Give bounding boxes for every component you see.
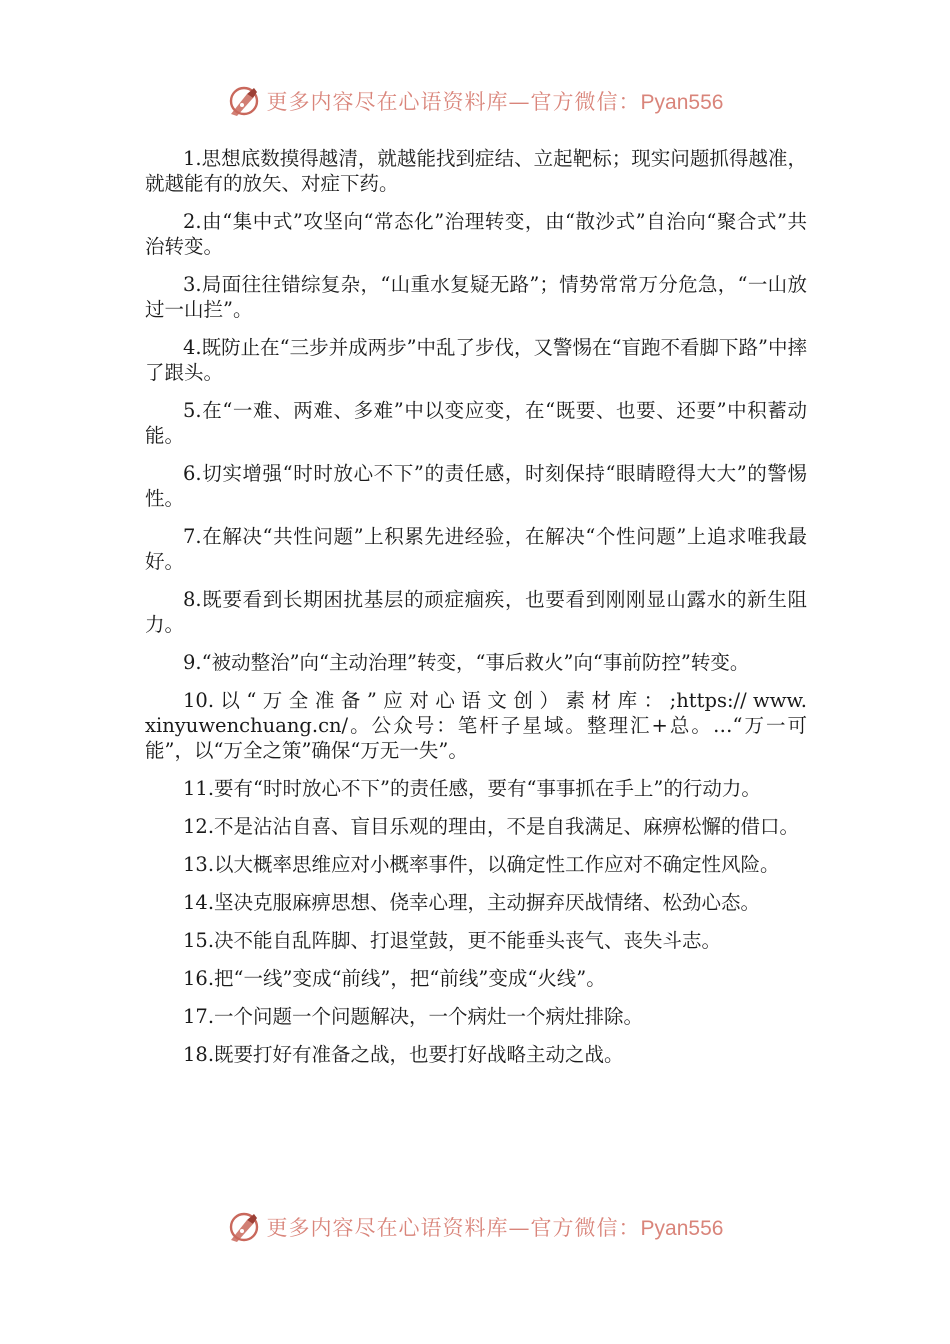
header-banner-text: 更多内容尽在心语资料库—官方微信：Pyan556: [266, 90, 724, 114]
document-body: [145, 146, 807, 1080]
footer-banner: [0, 1210, 950, 1244]
paragraph-16: 16.把“一线”变成“前线”，把“前线”变成“火线”。: [183, 967, 606, 990]
paragraph-5: 5.在“一难、两难、多难”中以变应变，在“既要、也要、还要”中积蓄动能。: [145, 399, 807, 447]
paragraph-7: 7.在解决“共性问题”上积累先进经验，在解决“个性问题”上追求唯我最好。: [145, 525, 807, 573]
paragraph-11: 11.要有“时时放心不下”的责任感，要有“事事抓在手上”的行动力。: [183, 777, 761, 800]
paragraph-12: 12.不是沾沾自喜、盲目乐观的理由，不是自我满足、麻痹松懈的借口。: [183, 815, 800, 838]
paragraph-4: 4.既防止在“三步并成两步”中乱了步伐，又警惕在“盲跑不看脚下路”中摔了跟头。: [145, 336, 807, 384]
paragraph-9: 9.“被动整治”向“主动治理”转变，“事后救火”向“事前防控”转变。: [183, 651, 750, 674]
pen-nib-logo-icon: [227, 1210, 261, 1244]
paragraph-10: 10. 以 “ 万 全 准 备 ” 应 对 心 语 文 创 ） 素 材 库 ： ;https:// www.xinyuwenchuang.cn/。公众号：笔杆子星域。整理汇+总。…“万一可能”，以“万全之策”确保“万无一失”。: [145, 689, 807, 762]
paragraph-2: 2.由“集中式”攻坚向“常态化”治理转变，由“散沙式”自治向“聚合式”共治转变。: [145, 210, 807, 258]
paragraph-18: 18.既要打好有准备之战，也要打好战略主动之战。: [183, 1043, 624, 1066]
footer-banner-text: 更多内容尽在心语资料库—官方微信：Pyan556: [266, 1216, 724, 1240]
paragraph-3: 3.局面往往错综复杂，“山重水复疑无路”；情势常常万分危急，“一山放过一山拦”。: [145, 273, 807, 321]
paragraph-15: 15.决不能自乱阵脚、打退堂鼓，更不能垂头丧气、丧失斗志。: [183, 929, 722, 952]
paragraph-1: 1.思想底数摸得越清，就越能找到症结、立起靶标；现实问题抓得越准，就越能有的放矢、对症下药。: [145, 147, 807, 195]
paragraph-14: 14.坚决克服麻痹思想、侥幸心理，主动摒弃厌战情绪、松劲心态。: [183, 891, 761, 914]
paragraph-6: 6.切实增强“时时放心不下”的责任感，时刻保持“眼睛瞪得大大”的警惕性。: [145, 462, 807, 510]
paragraph-8: 8.既要看到长期困扰基层的顽症痼疾，也要看到刚刚显山露水的新生阻力。: [145, 588, 807, 636]
paragraph-13: 13.以大概率思维应对小概率事件，以确定性工作应对不确定性风险。: [183, 853, 780, 876]
header-banner: [0, 84, 950, 118]
pen-nib-logo-icon: [227, 84, 261, 118]
paragraph-17: 17.一个问题一个问题解决，一个病灶一个病灶排除。: [183, 1005, 644, 1028]
